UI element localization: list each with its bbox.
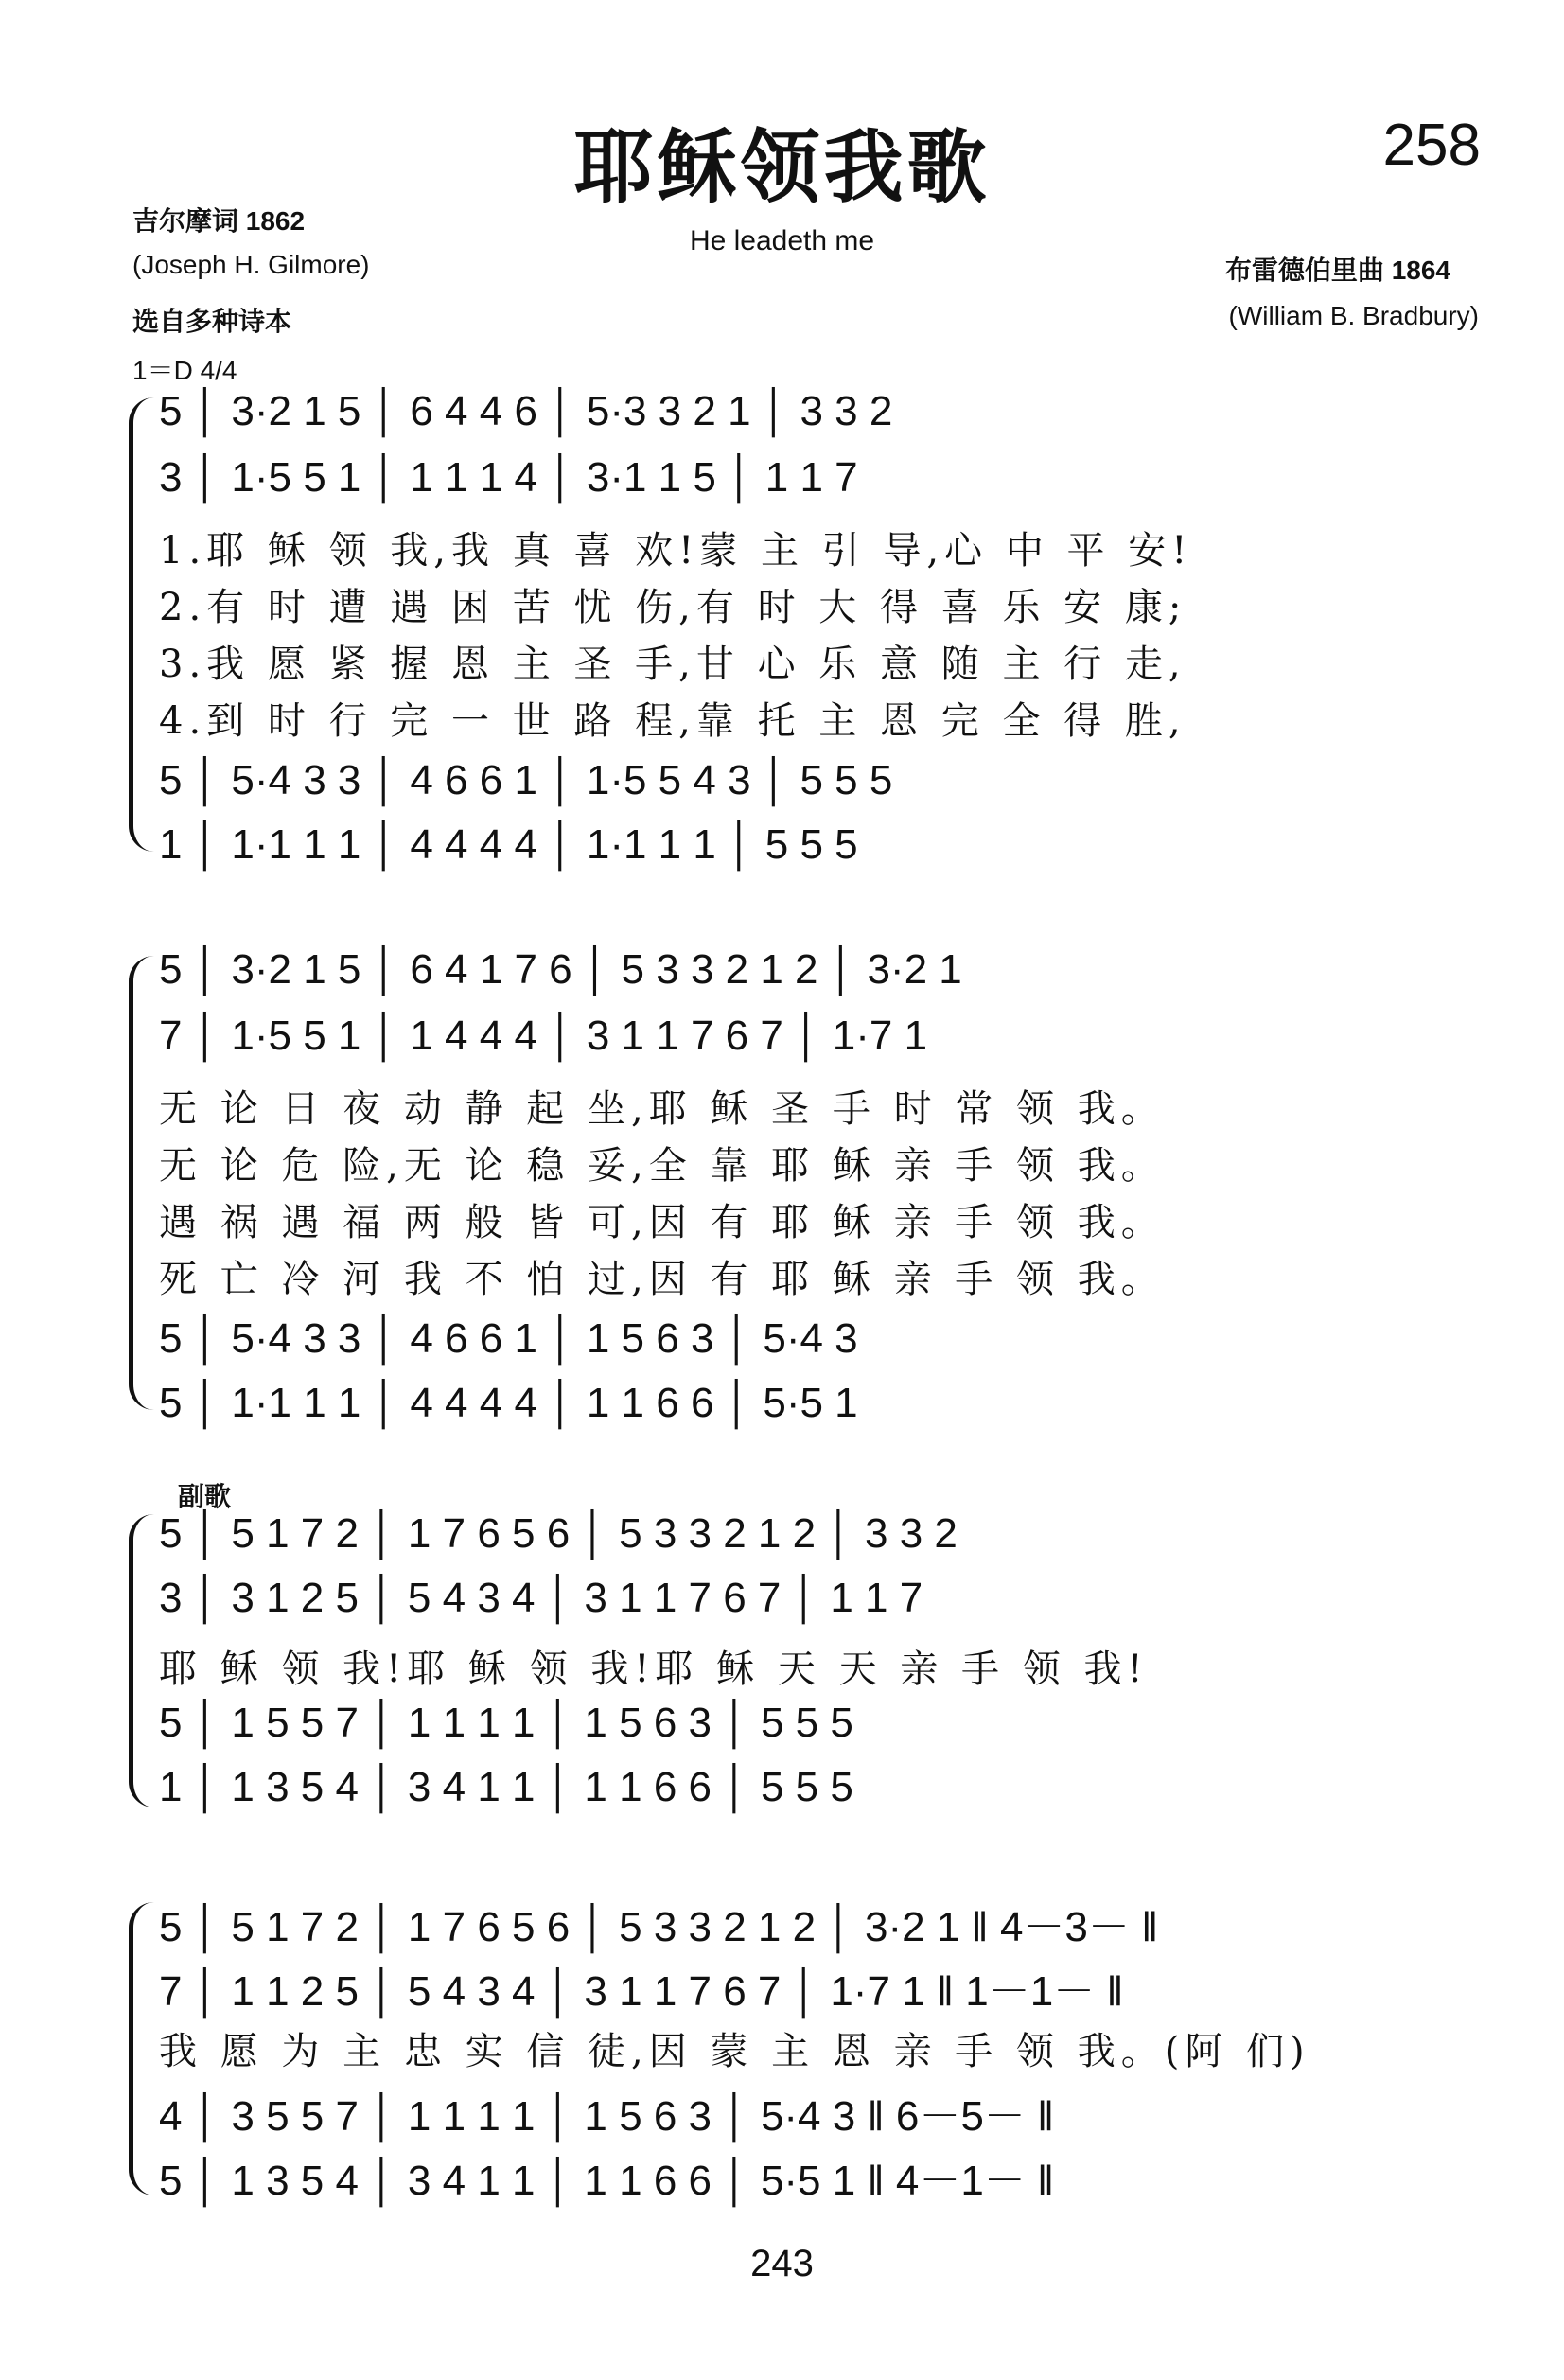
lyrics-verse-1: 无 论 日 夜 动 静 起 坐,耶 稣 圣 手 时 常 领 我。	[159, 1087, 1165, 1131]
lyrics-verse-3: 遇 祸 遇 福 两 般 皆 可,因 有 耶 稣 亲 手 领 我。	[159, 1201, 1165, 1244]
tenor-line: 4 │ 3 5 5 7 │ 1 1 1 1 │ 1 5 6 3 │ 5·4 3 ‖ 6－5－ ‖	[159, 2093, 1055, 2140]
bass-line: 1 │ 1·1 1 1 │ 4 4 4 4 │ 1·1 1 1 │ 5 5 5	[159, 821, 858, 868]
lyrics-chorus: 耶 稣 领 我!耶 稣 领 我!耶 稣 天 天 亲 手 领 我!	[159, 1648, 1149, 1691]
alto-line: 3 │ 1·5 5 1 │ 1 1 1 4 │ 3·1 1 5 │ 1 1 7	[159, 454, 858, 501]
lyrics-verse-4: 死 亡 冷 河 我 不 怕 过,因 有 耶 稣 亲 手 领 我。	[159, 1258, 1165, 1301]
lyricist-en: (Joseph H. Gilmore)	[132, 250, 370, 279]
source-note: 选自多种诗本	[132, 307, 292, 336]
composer-en: (William B. Bradbury)	[1228, 301, 1479, 330]
system-bracket	[129, 397, 154, 852]
score-system-4	[114, 1883, 1495, 2214]
score-system-1	[114, 379, 1495, 871]
lyrics-verse-4: 4.到 时 行 完 一 世 路 程,靠 托 主 恩 完 全 得 胜,	[159, 699, 1186, 743]
alto-line: 3 │ 3 1 2 5 │ 5 4 3 4 │ 3 1 1 7 6 7 │ 1 1 7	[159, 1575, 923, 1621]
system-bracket	[129, 956, 154, 1410]
bass-line: 5 │ 1·1 1 1 │ 4 4 4 4 │ 1 1 6 6 │ 5·5 1	[159, 1380, 858, 1426]
alto-line: 7 │ 1 1 2 5 │ 5 4 3 4 │ 3 1 1 7 6 7 │ 1·7 1 ‖ 1－1－ ‖	[159, 1968, 1124, 2015]
soprano-line: 5 │ 3·2 1 5 │ 6 4 1 7 6 │ 5 3 3 2 1 2 │ 3·2 1	[159, 946, 962, 993]
tenor-line: 5 │ 5·4 3 3 │ 4 6 6 1 │ 1·5 5 4 3 │ 5 5 5	[159, 757, 893, 803]
hymn-subtitle: He leadeth me	[689, 225, 875, 256]
lyricist-cn: 吉尔摩词 1862	[132, 206, 306, 236]
lyrics-verse-3: 3.我 愿 紧 握 恩 主 圣 手,甘 心 乐 意 随 主 行 走,	[159, 643, 1186, 686]
tenor-line: 5 │ 5·4 3 3 │ 4 6 6 1 │ 1 5 6 3 │ 5·4 3	[159, 1315, 858, 1362]
system-bracket	[129, 1902, 154, 2195]
soprano-line: 5 │ 5 1 7 2 │ 1 7 6 5 6 │ 5 3 3 2 1 2 │ 3 3 2	[159, 1510, 958, 1557]
alto-line: 7 │ 1·5 5 1 │ 1 4 4 4 │ 3 1 1 7 6 7 │ 1·7 1	[159, 1013, 928, 1059]
hymn-title: 耶稣领我歌	[573, 120, 991, 214]
lyrics-verse-2: 无 论 危 险,无 论 稳 妥,全 靠 耶 稣 亲 手 领 我。	[159, 1144, 1165, 1188]
chorus-label: 副歌	[178, 1481, 232, 1512]
soprano-line: 5 │ 3·2 1 5 │ 6 4 4 6 │ 5·3 3 2 1 │ 3 3 2	[159, 388, 893, 434]
composer-cn: 布雷德伯里曲 1864	[1224, 256, 1450, 285]
bass-line: 1 │ 1 3 5 4 │ 3 4 1 1 │ 1 1 6 6 │ 5 5 5	[159, 1764, 853, 1810]
score-system-chorus	[114, 1476, 1495, 1826]
system-bracket	[129, 1514, 154, 1807]
lyrics-verse-1: 1.耶 稣 领 我,我 真 喜 欢!蒙 主 引 导,心 中 平 安!	[159, 529, 1193, 573]
lyrics-verse-2: 2.有 时 遭 遇 困 苦 忧 伤,有 时 大 得 喜 乐 安 康;	[159, 586, 1187, 629]
page-number: 243	[750, 2243, 814, 2284]
soprano-line: 5 │ 5 1 7 2 │ 1 7 6 5 6 │ 5 3 3 2 1 2 │ 3·2 1 ‖ 4－3－ ‖	[159, 1904, 1159, 1950]
key-signature: 1＝D 4/4	[132, 356, 237, 385]
bass-line: 5 │ 1 3 5 4 │ 3 4 1 1 │ 1 1 6 6 │ 5·5 1 ‖ 4－1－ ‖	[159, 2158, 1055, 2204]
hymn-number: 258	[1382, 113, 1481, 178]
tenor-line: 5 │ 1 5 5 7 │ 1 1 1 1 │ 1 5 6 3 │ 5 5 5	[159, 1700, 853, 1746]
score-system-2	[114, 937, 1495, 1429]
lyrics-ending: 我 愿 为 主 忠 实 信 徒,因 蒙 主 恩 亲 手 领 我。(阿 们)	[159, 2030, 1310, 2073]
